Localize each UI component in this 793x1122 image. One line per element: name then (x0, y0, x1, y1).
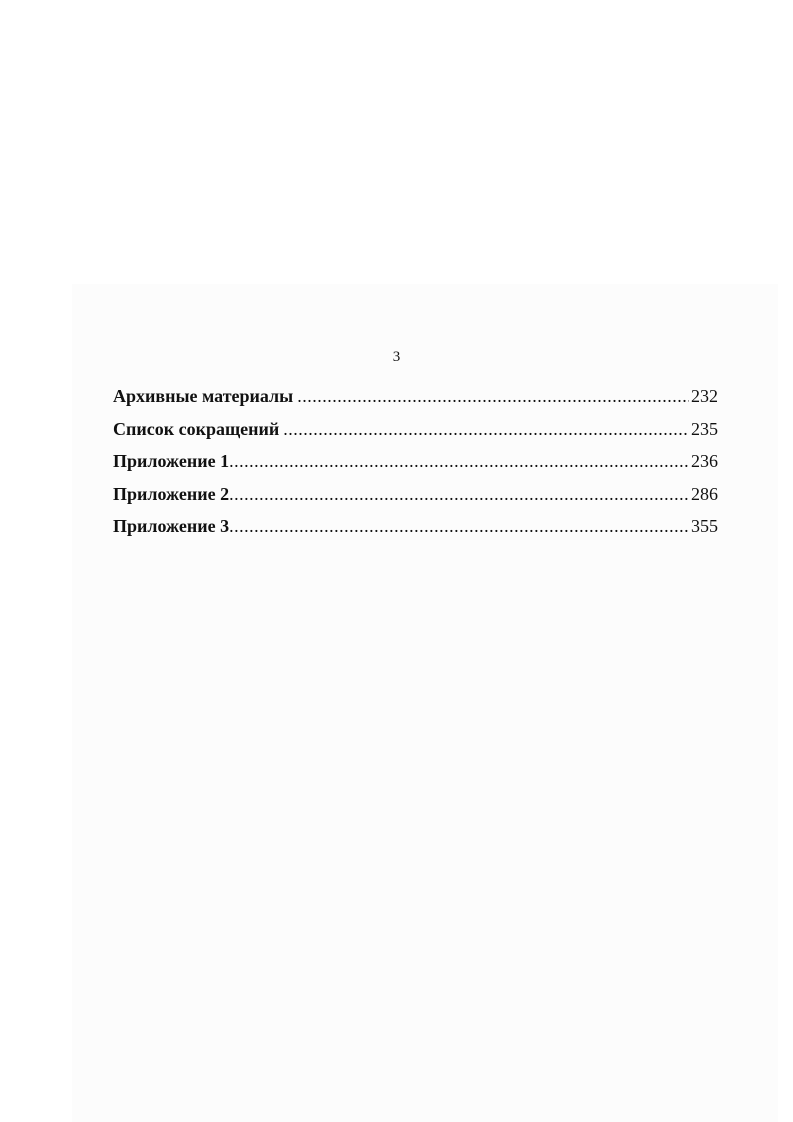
toc-entry-page: 286 (691, 483, 718, 504)
toc-entry-title: Архивные материалы (113, 386, 294, 406)
toc-entry-title: Приложение 3 (113, 516, 230, 536)
toc-dot-leader (297, 380, 689, 412)
toc-entry-page: 236 (691, 451, 718, 471)
table-of-contents (113, 380, 718, 543)
toc-entry-archival-materials (113, 380, 718, 413)
toc-entry-page: 232 (691, 386, 718, 406)
toc-entry-appendix-1 (113, 445, 718, 478)
toc-entry-abbreviations (113, 413, 718, 446)
toc-entry-title: Приложение 1 (113, 451, 230, 471)
toc-dot-leader (229, 510, 689, 542)
toc-entry-page: 355 (691, 516, 718, 536)
toc-dot-leader (283, 413, 689, 445)
toc-entry-page: 235 (691, 418, 718, 439)
toc-entry-title: Список сокращений (113, 418, 280, 439)
toc-entry-appendix-3 (113, 510, 718, 543)
toc-dot-leader (229, 478, 689, 510)
toc-entry-appendix-2 (113, 478, 718, 511)
page-number: 3 (392, 349, 401, 365)
toc-dot-leader (229, 445, 689, 477)
toc-entry-title: Приложение 2 (113, 483, 230, 504)
